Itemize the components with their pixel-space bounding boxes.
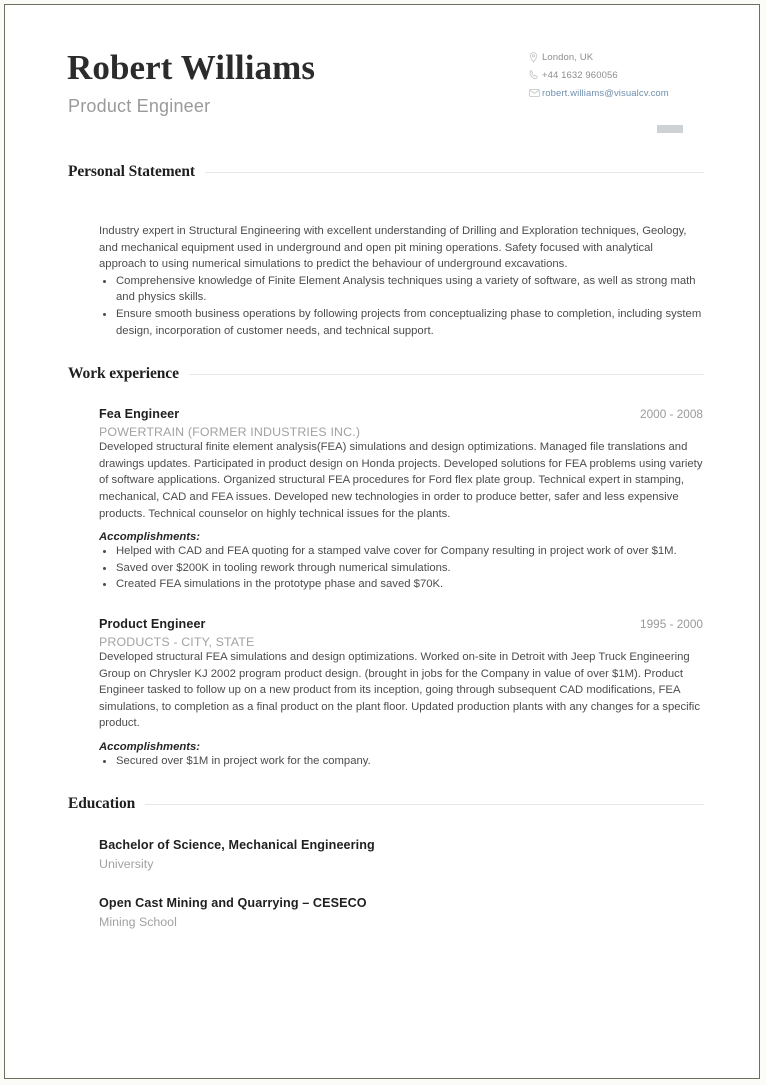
job-dates: 2000 - 2008 bbox=[640, 407, 703, 422]
resume-page bbox=[4, 4, 760, 1079]
personal-statement-body bbox=[62, 223, 704, 339]
list-item: Created FEA simulations in the prototype phase and saved $70K. bbox=[99, 576, 703, 593]
list-item: Comprehensive knowledge of Finite Element Analysis techniques using a variety of software, as well as strong math and physics skills. bbox=[99, 273, 703, 306]
phone-icon bbox=[529, 70, 542, 80]
list-item: Helped with CAD and FEA quoting for a stamped valve cover for Company resulting in project work of over $1M. bbox=[99, 543, 703, 560]
section-title: Work experience bbox=[68, 365, 179, 383]
contact-location bbox=[529, 49, 699, 65]
job-header bbox=[99, 407, 703, 421]
personal-statement-bullets bbox=[99, 273, 703, 339]
accomplishments-list bbox=[99, 753, 703, 770]
list-item: Secured over $1M in project work for the company. bbox=[99, 753, 703, 770]
list-item: Saved over $200K in tooling rework through numerical simulations. bbox=[99, 560, 703, 577]
contact-phone-text: +44 1632 960056 bbox=[542, 69, 618, 81]
candidate-job-title: Product Engineer bbox=[68, 95, 211, 116]
contact-location-text: London, UK bbox=[542, 51, 594, 63]
section-header-personal-statement bbox=[62, 163, 704, 181]
personal-statement-paragraph: Industry expert in Structural Engineering with excellent understanding of Drilling and Exploration techniques, Geology, and mechanical equipment used in underground and open pit mining operations. Safety focused with analytical approach to using numerical simulations to predict the behaviour of underground excavations. bbox=[99, 225, 687, 271]
education-entry bbox=[62, 896, 704, 929]
accomplishments-list bbox=[99, 543, 703, 593]
section-header-education bbox=[62, 795, 704, 813]
job-dates: 1995 - 2000 bbox=[640, 616, 703, 631]
contact-email-text[interactable]: robert.williams@visualcv.com bbox=[542, 87, 669, 99]
section-divider bbox=[205, 172, 704, 173]
section-header-work-experience bbox=[62, 365, 704, 383]
job-organization: PRODUCTS - CITY, STATE bbox=[99, 634, 255, 649]
job-role: Fea Engineer bbox=[99, 407, 180, 422]
job-description: Developed structural FEA simulations and design optimizations. Worked on-site in Detroit with Jeep Truck Engineering Group on Chrysler KJ 2002 program product design. (brought in jobs for the Company in value of over $1M). Product Engineer tasked to follow up on a new product from its inception, going through subsequent CAD modifications, FEA simulations, to completion as a final product on the plant floor. Updated production plants with any changes for a specific product. bbox=[99, 650, 700, 730]
education-entry bbox=[62, 838, 704, 871]
work-experience-entry bbox=[62, 407, 704, 593]
education-school: University bbox=[99, 857, 154, 872]
accomplishments-label: Accomplishments: bbox=[99, 740, 201, 753]
section-divider bbox=[145, 804, 704, 805]
section-title: Education bbox=[68, 795, 136, 813]
education-degree: Open Cast Mining and Quarrying – CESECO bbox=[99, 896, 367, 911]
section-divider bbox=[189, 374, 704, 375]
list-item: Ensure smooth business operations by following projects from conceptualizing phase to completion, including system design, incorporation of customer needs, and technical support. bbox=[99, 306, 703, 339]
candidate-name: Robert Williams bbox=[67, 48, 316, 87]
education-degree: Bachelor of Science, Mechanical Engineering bbox=[99, 838, 375, 853]
job-organization: POWERTRAIN (FORMER INDUSTRIES INC.) bbox=[99, 425, 361, 440]
contact-phone bbox=[529, 67, 699, 83]
job-role: Product Engineer bbox=[99, 616, 206, 631]
envelope-icon bbox=[529, 89, 542, 97]
job-header bbox=[99, 617, 703, 631]
section-title: Personal Statement bbox=[68, 163, 195, 180]
contact-email[interactable] bbox=[529, 85, 699, 101]
work-experience-entry bbox=[62, 617, 704, 770]
contact-block bbox=[529, 49, 699, 103]
email-redaction-block bbox=[657, 125, 683, 133]
map-pin-icon bbox=[529, 52, 542, 63]
education-school: Mining School bbox=[99, 915, 177, 930]
accomplishments-label: Accomplishments: bbox=[99, 531, 201, 544]
resume-header bbox=[62, 41, 704, 137]
job-description: Developed structural finite element analysis(FEA) simulations and design optimizations. Managed file translations and drawings updates. Participated in product design on Honda projects. Developed solutions for FEA problems using variety of software applications. Organized structural FEA procedures for Ford flex plate group. Technical expert in stamping, mechanical, CAD and FEA issues. Developed new technologies in order to produce better, safer and less expensive products. Technical counselor on highly technical issues for the plants. bbox=[99, 441, 703, 520]
